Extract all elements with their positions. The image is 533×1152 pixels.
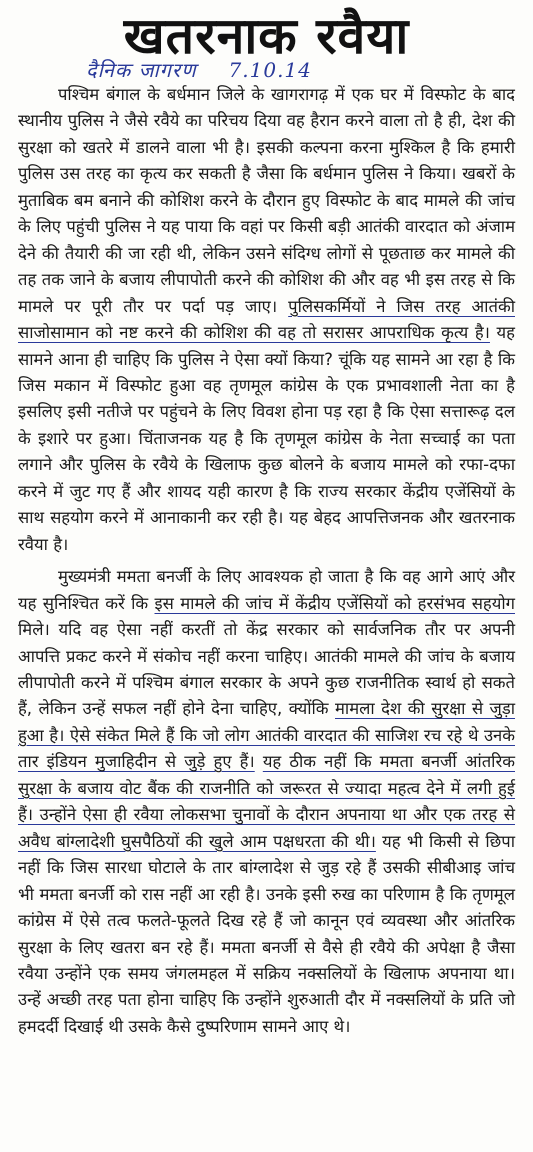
text-run: मिले। यदि वह ऐसा नहीं करतीं तो केंद्र सरकार को सार्वजनिक तौर पर अपनी आपत्ति प्रकट करने में संकोच नहीं करना चाहिए। आतंकी मामले की जांच के बजाय लीपापोती करने में पश्चिम बंगाल सरकार के अपने कुछ राजनीतिक स्वार्थ हो सकते हैं, लेकिन उन्हें सफल नहीं होने देना चाहिए, क्योंकि bbox=[18, 620, 515, 719]
text-run bbox=[255, 752, 263, 771]
headline: खतरनाक रवैया bbox=[123, 7, 410, 65]
article-paragraph-2 bbox=[18, 564, 515, 1040]
text-run: यह भी किसी से छिपा नहीं कि जिस सारधा घोटाले के तार बांग्लादेश से जुड़ रहे हैं उसकी सीबीआइ जांच भी ममता बनर्जी को रास नहीं आ रही है। उनके इसी रुख का परिणाम है कि तृणमूल कांग्रेस में ऐसे तत्व फलते-फूलते दिख रहे हैं जो कानून एवं व्यवस्था और आंतरिक सुरक्षा के लिए खतरा बन रहे हैं। ममता बनर्जी से वैसे ही रवैये की अपेक्षा है जैसा रवैया उन्होंने एक समय जंगलमहल में सक्रिय नक्सलियों के खिलाफ अपनाया था। उन्हें अच्छी तरह पता होना चाहिए कि उन्होंने शुरुआती दौर में नक्सलियों के प्रति जो हमदर्दी दिखाई थी उसके कैसे दुष्परिणाम सामने आए थे। bbox=[18, 831, 515, 1036]
handwritten-annotation bbox=[86, 56, 312, 83]
handwritten-date: 7.10.14 bbox=[228, 58, 312, 82]
underlined-text-run: इस मामले की जांच में केंद्रीय एजेंसियों को हरसंभव सहयोग bbox=[154, 593, 515, 613]
article-body bbox=[18, 82, 515, 1046]
text-run: चिंताजनक यह है कि तृणमूल कांग्रेस के नेता सच्चाई का पता लगाने और पुलिस के रवैये के खिलाफ कुछ बोलने के बजाय मामले को रफा-दफा करने में जुट गए हैं और शायद यही कारण है कि राज्य सरकार केंद्रीय एजेंसियों के साथ सहयोग करने में आनाकानी कर रही है। यह बेहद आपत्तिजनक और खतरनाक रवैया है। bbox=[18, 428, 515, 554]
article-paragraph-1 bbox=[18, 82, 515, 558]
text-run: पश्चिम बंगाल के बर्धमान जिले के खागरागढ़ में एक घर में विस्फोट के बाद स्थानीय पुलिस ने जैसे रवैये का परिचय दिया वह हैरान करने वाला तो है ही, देश की सुरक्षा को खतरे में डालने वाला भी है। इसकी कल्पना करना मुश्किल है कि हमारी पुलिस उस तरह का कृत्य कर सकती है जैसा कि बर्धमान पुलिस ने किया। खबरों के मुताबिक बम बनाने की कोशिश करने के दौरान हुए विस्फोट के बाद मामले की जांच के लिए पहुंची पुलिस ने यह पाया कि वहां पर किसी बड़ी आतंकी वारदात को अंजाम देने की तैयारी की जा रही थी, लेकिन उसने संदिग्ध लोगों से पूछताछ कर मामले की तह तक जाने के बजाय लीपापोती करने की कोशिश की और वह भी इस तरह से कि मामले पर पूरी तौर पर पर्दा पड़ जाए। bbox=[18, 85, 515, 316]
underlined-text-run: यह ठीक नहीं कि ममता बनर्जी आंतरिक सुरक्षा के बजाय वोट बैंक की राजनीति को जरूरत से ज्यादा महत्व देने में लगी हुई हैं। उन्होंने ऐसा ही रवैया लोकसभा चुनावों के दौरान अपनाया था और एक तरह से अवैध बांग्लादेशी घुसपैठियों की खुले आम पक्षधरता की थी। bbox=[18, 752, 515, 851]
handwritten-source: दैनिक जागरण bbox=[86, 58, 197, 82]
underlined-text-run: मामला देश की सुरक्षा से जुड़ा हुआ है। ऐसे संकेत मिले हैं कि जो लोग आतंकी वारदात की साजिश रच रहे थे उनके तार इंडियन मुजाहिदीन से जुड़े हुए हैं। bbox=[18, 699, 515, 772]
text-run: मुख्यमंत्री ममता बनर्जी के लिए आवश्यक हो जाता है कि वह आगे आएं और यह सुनिश्चित करें कि bbox=[18, 567, 515, 613]
text-run: यह सामने आना ही चाहिए कि पुलिस ने ऐसा क्यों किया? चूंकि यह सामने आ रहा है कि जिस मकान में विस्फोट हुआ वह तृणमूल कांग्रेस के एक प्रभावशाली नेता का है इसलिए इसी नतीजे पर पहुंचने के लिए विवश होना पड़ रहा है कि ऐसा सत्तारूढ़ दल के इशारे पर हुआ। bbox=[18, 323, 515, 448]
underlined-text-run: पुलिसकर्मियों ने जिस तरह आतंकी साजोसामान को नष्ट करने की कोशिश की वह तो सरासर आपराधिक कृत्य है। bbox=[18, 296, 515, 343]
